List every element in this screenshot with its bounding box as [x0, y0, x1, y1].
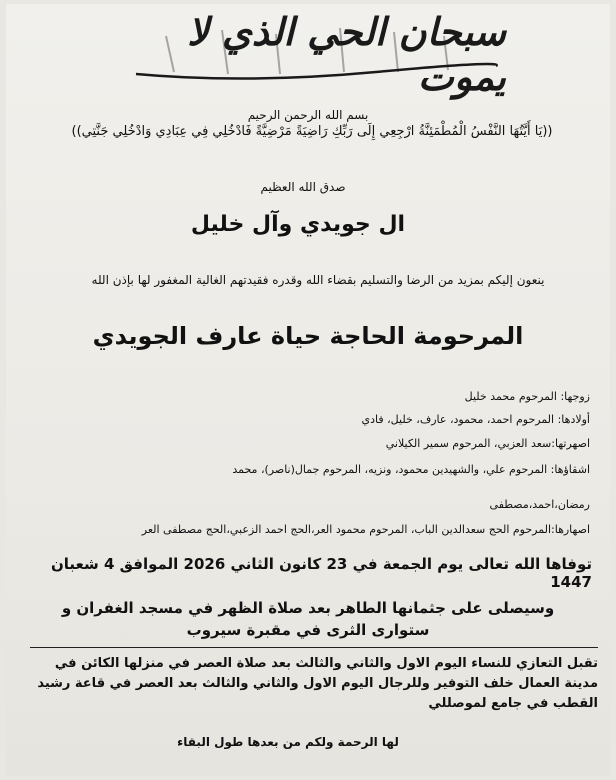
- calligraphy-header: [126, 9, 506, 99]
- sadaq-line: صدق الله العظيم: [260, 180, 346, 194]
- announcement-text: ينعون إليكم بمزيد من الرضا والتسليم بقضاء الله وقدره فقيدتهم الغالية المغفور لها بإذن الله: [91, 273, 545, 287]
- funeral-prayer: وسيصلى على جثمانها الطاهر بعد صلاة الظهر في مسجد الغفران و ستوارى الثرى في مقبرة سيروب: [61, 599, 555, 639]
- relative-husband: زوجها: المرحوم محمد خليل: [464, 390, 590, 403]
- relative-siblings: اشقاؤها: المرحوم علي، والشهيدين محمود، ونزيه، المرحوم جمال(ناصر)، محمد: [232, 463, 590, 476]
- relative-siblings-cont: رمضان،احمد،مصطفى: [489, 498, 590, 511]
- relative-in-laws: اصهارها:المرحوم الحج سعدالدين الباب، المرحوم محمود العر،الحج احمد الزعبي،الحج مصطفى العر: [141, 523, 590, 536]
- obituary-sheet: [6, 4, 610, 776]
- family-names: ال جويدي وآل خليل: [190, 212, 406, 237]
- calligraphy-text: سبحان الحي الذي لا يموت: [187, 9, 506, 99]
- relative-children: أولادها: المرحوم احمد، محمود، عارف، خليل، فادي: [361, 413, 590, 426]
- quran-verse: ((يَا أَيَّتُهَا النَّفْسُ الْمُطْمَئِنَّةُ ارْجِعِي إِلَى رَبِّكِ رَاضِيَةً مَرْضِيَّةً فَادْخُلِي فِي عِبَادِي وَادْخُلِي جَنَّتِي)): [71, 124, 553, 139]
- death-date: توفاها الله تعالى يوم الجمعة في 23 كانون الثاني 2026 الموافق 4 شعبان 1447: [50, 555, 592, 591]
- basmala: بسم الله الرحمن الرحيم: [247, 108, 369, 122]
- condolences-info: تقبل التعازي للنساء اليوم الاول والثاني والثالث بعد صلاة العصر في منزلها الكائن في مدينة العمال خلف التوفير وللرجال اليوم الاول والثاني والثالث بعد العصر في قاعة رشيد القطب في جامع لموصللي: [30, 647, 598, 714]
- relative-sons-in-law: اصهرتها:سعد العزبي، المرحوم سمير الكيلاني: [385, 437, 590, 450]
- closing-line: لها الرحمة ولكم من بعدها طول البقاء: [177, 735, 399, 749]
- deceased-name: المرحومة الحاجة حياة عارف الجويدي: [92, 322, 524, 350]
